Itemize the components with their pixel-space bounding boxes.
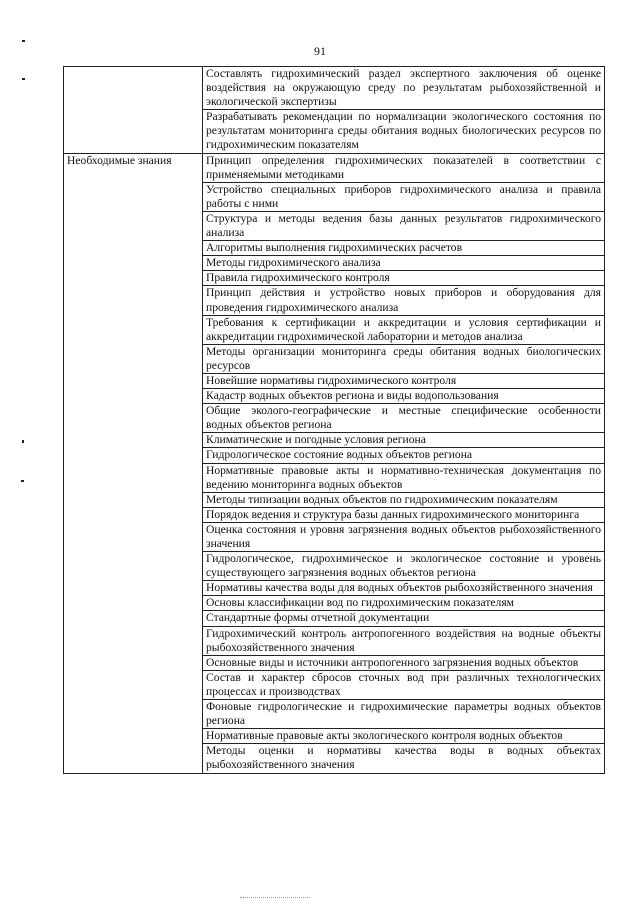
table-cell-item: Структура и методы ведения базы данных результатов гидрохимического анализа	[203, 211, 605, 240]
table-cell-item: Методы типизации водных объектов по гидрохимическим показателям	[203, 492, 605, 507]
table-cell-item: Составлять гидрохимический раздел экспертного заключения об оценке воздействия на окружающую среду по результатам рыбохозяйственной и экологической экспертизы	[203, 67, 605, 110]
table-row	[64, 67, 605, 110]
table-cell-item: Стандартные формы отчетной документации	[203, 611, 605, 626]
table-cell-item: Фоновые гидрологические и гидрохимические параметры водных объектов региона	[203, 700, 605, 729]
table-cell-item: Кадастр водных объектов региона и виды водопользования	[203, 389, 605, 404]
scan-mark	[21, 480, 24, 482]
table-cell-item: Методы гидрохимического анализа	[203, 256, 605, 271]
table-cell-item: Нормативы качества воды для водных объектов рыбохозяйственного значения	[203, 581, 605, 596]
table-cell-item: Общие эколого-географические и местные специфические особенности водных объектов региона	[203, 404, 605, 433]
table-cell-item: Методы организации мониторинга среды обитания водных биологических ресурсов	[203, 344, 605, 373]
competency-table	[63, 66, 605, 774]
page-number: 91	[314, 44, 326, 58]
table-cell-item: Алгоритмы выполнения гидрохимических расчетов	[203, 241, 605, 256]
row-group-label	[64, 67, 203, 154]
table-cell-item: Состав и характер сбросов сточных вод при различных технологических процессах и производствах	[203, 670, 605, 699]
table-cell-item: Принцип действия и устройство новых приборов и оборудования для проведения гидрохимического анализа	[203, 286, 605, 315]
table-cell-item: Принцип определения гидрохимических показателей в соответствии с применяемыми методиками	[203, 153, 605, 182]
table-cell-item: Порядок ведения и структура базы данных гидрохимического мониторинга	[203, 507, 605, 522]
table-cell-item: Гидрологическое состояние водных объектов региона	[203, 448, 605, 463]
table-cell-item: Устройство специальных приборов гидрохимического анализа и правила работы с ними	[203, 182, 605, 211]
table-cell-item: Требования к сертификации и аккредитации и условия сертификации и аккредитации гидрохимической лаборатории и методов анализа	[203, 315, 605, 344]
table-cell-item: Нормативные правовые акты и нормативно-техническая документация по ведению мониторинга водных объектов	[203, 463, 605, 492]
table-cell-item: Гидрохимический контроль антропогенного воздействия на водные объекты рыбохозяйственного значения	[203, 626, 605, 655]
table-cell-item: Правила гидрохимического контроля	[203, 271, 605, 286]
scan-mark	[22, 440, 24, 443]
table-cell-item: Гидрологическое, гидрохимическое и экологическое состояние и уровень существующего загрязнения водных объектов региона	[203, 552, 605, 581]
scan-artifact	[240, 897, 310, 899]
table-cell-item: Оценка состояния и уровня загрязнения водных объектов рыбохозяйственного значения	[203, 522, 605, 551]
table-cell-item: Методы оценки и нормативы качества воды в водных объектах рыбохозяйственного значения	[203, 744, 605, 773]
table-cell-item: Нормативные правовые акты экологического контроля водных объектов	[203, 729, 605, 744]
table-cell-item: Климатические и погодные условия региона	[203, 433, 605, 448]
table-row	[64, 153, 605, 182]
table-cell-item: Разрабатывать рекомендации по нормализации экологического состояния по результатам мониторинга среды обитания водных биологических ресурсов по гидрохимическим показателям	[203, 110, 605, 153]
table-cell-item: Новейшие нормативы гидрохимического контроля	[203, 373, 605, 388]
row-group-label: Необходимые знания	[64, 153, 203, 773]
table-cell-item: Основы классификации вод по гидрохимическим показателям	[203, 596, 605, 611]
scan-mark	[22, 40, 25, 42]
table-cell-item: Основные виды и источники антропогенного загрязнения водных объектов	[203, 655, 605, 670]
scan-mark	[22, 78, 25, 80]
